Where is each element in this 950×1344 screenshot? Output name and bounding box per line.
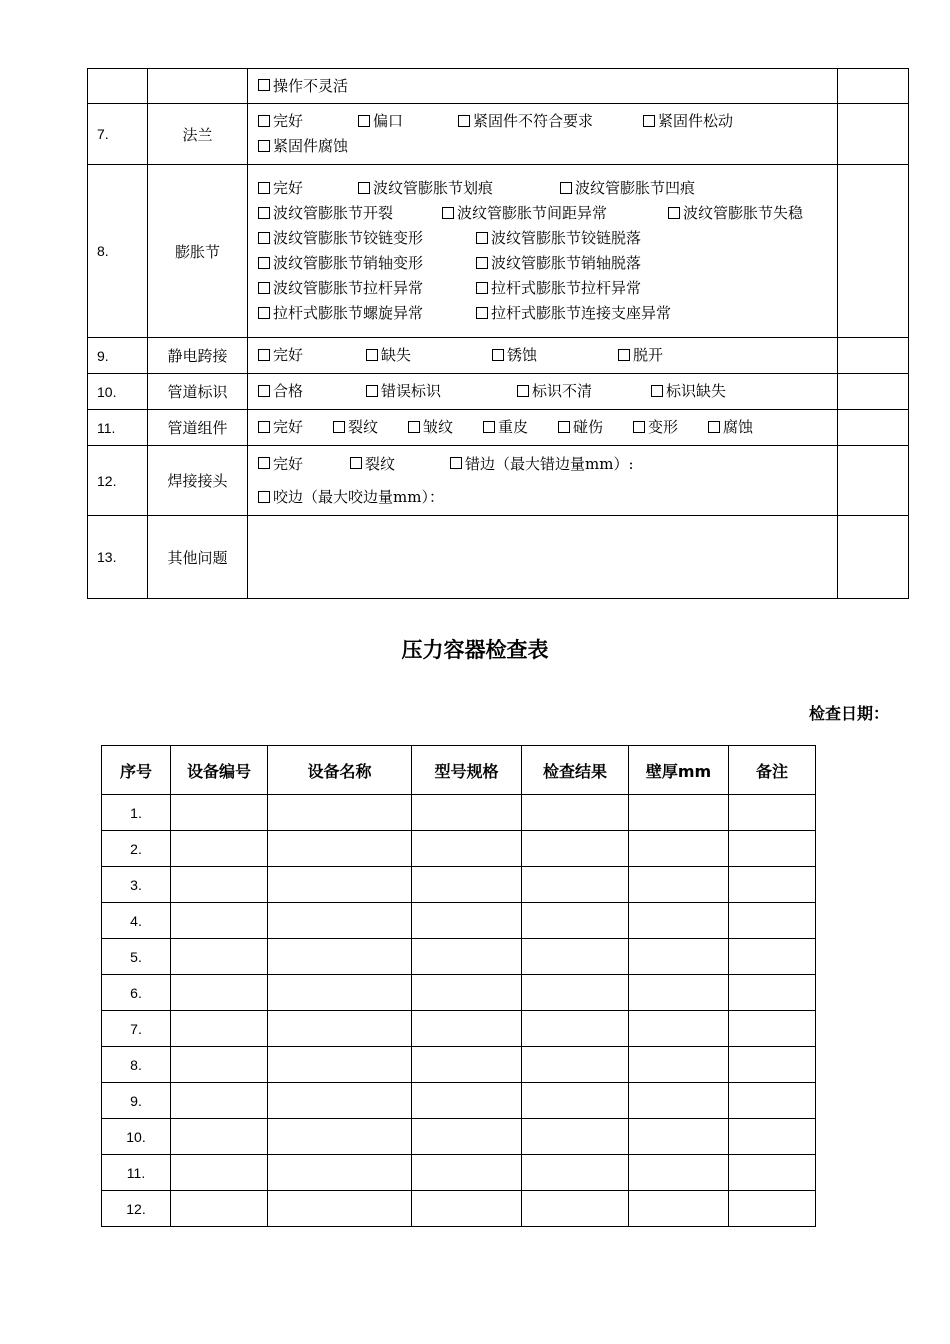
option-label: 缺失 (381, 346, 412, 364)
table-cell[interactable] (412, 939, 522, 975)
option-label: 裂纹 (365, 455, 396, 473)
column-header: 壁厚mm (629, 746, 729, 795)
option-label: 锈蚀 (507, 346, 538, 364)
table-cell[interactable] (729, 1155, 816, 1191)
table-cell[interactable] (268, 1083, 412, 1119)
table-cell[interactable] (268, 795, 412, 831)
table-cell[interactable] (729, 1047, 816, 1083)
table-cell[interactable] (629, 903, 729, 939)
table-cell[interactable] (171, 975, 268, 1011)
item-name: 静电跨接 (148, 338, 248, 374)
table-cell[interactable] (268, 1011, 412, 1047)
option-label: 波纹管膨胀节销轴变形 (273, 254, 424, 272)
table-cell[interactable] (171, 795, 268, 831)
table-cell[interactable] (412, 903, 522, 939)
item-name: 法兰 (148, 104, 248, 165)
option-label: 错误标识 (381, 382, 442, 400)
table-cell[interactable] (268, 1047, 412, 1083)
table-cell[interactable] (729, 939, 816, 975)
checkbox[interactable] (258, 307, 270, 319)
item-name: 焊接接头 (148, 446, 248, 516)
table-cell[interactable] (729, 975, 816, 1011)
table-cell[interactable] (412, 1047, 522, 1083)
table-cell[interactable] (629, 1011, 729, 1047)
option-label: 波纹管膨胀节失稳 (683, 204, 804, 222)
option-label: 紧固件不符合要求 (473, 112, 594, 130)
table-cell[interactable] (629, 1047, 729, 1083)
column-header: 型号规格 (412, 746, 522, 795)
option-label: 偏口 (373, 112, 404, 130)
table-cell[interactable] (522, 1047, 629, 1083)
table-cell[interactable] (522, 903, 629, 939)
table-cell[interactable] (268, 831, 412, 867)
table-cell[interactable] (412, 867, 522, 903)
table-cell[interactable] (171, 903, 268, 939)
option-label: 波纹管膨胀节凹痕 (575, 179, 696, 197)
table-cell[interactable] (522, 831, 629, 867)
table-row (88, 410, 909, 446)
table-cell[interactable] (412, 1155, 522, 1191)
item-name: 其他问题 (148, 516, 248, 599)
table-cell[interactable] (171, 1011, 268, 1047)
item-name: 膨胀节 (148, 165, 248, 338)
checkbox[interactable] (366, 349, 378, 361)
table-cell[interactable] (412, 975, 522, 1011)
option-label: 紧固件腐蚀 (273, 137, 349, 155)
table-cell[interactable] (629, 939, 729, 975)
table-cell[interactable] (522, 1083, 629, 1119)
table-cell[interactable] (522, 975, 629, 1011)
table-row (102, 1047, 816, 1083)
option-label: 波纹管膨胀节销轴脱落 (491, 254, 642, 272)
row-number: 12. (88, 446, 148, 516)
option-label: 波纹管膨胀节划痕 (373, 179, 494, 197)
item-name: 管道组件 (148, 410, 248, 446)
checkbox[interactable] (476, 307, 488, 319)
table-cell[interactable] (629, 1083, 729, 1119)
checkbox[interactable] (366, 385, 378, 397)
row-number: 9. (102, 1083, 171, 1119)
table-row (88, 69, 909, 104)
option-label: 完好 (273, 112, 304, 130)
checkbox[interactable] (258, 115, 270, 127)
table-row (88, 516, 909, 599)
remark-cell (838, 338, 909, 374)
option-label: 合格 (273, 382, 304, 400)
table-row (102, 831, 816, 867)
checkbox[interactable] (258, 79, 270, 91)
table-cell[interactable] (268, 975, 412, 1011)
table-cell[interactable] (629, 831, 729, 867)
table-cell[interactable] (171, 1155, 268, 1191)
option-label: 拉杆式膨胀节螺旋异常 (273, 304, 424, 322)
table-cell[interactable] (412, 1083, 522, 1119)
other-issues-field[interactable] (248, 516, 838, 599)
pressure-vessel-table (101, 745, 816, 1227)
row-number: 8. (102, 1047, 171, 1083)
remark-cell (838, 410, 909, 446)
table-row (102, 1083, 816, 1119)
table-row (88, 165, 909, 338)
table-row (102, 903, 816, 939)
table-cell[interactable] (171, 939, 268, 975)
table-cell[interactable] (171, 1083, 268, 1119)
column-header: 备注 (729, 746, 816, 795)
pipeline-inspection-table (87, 68, 909, 599)
table-cell[interactable] (629, 1191, 729, 1227)
table-cell[interactable] (171, 867, 268, 903)
checkbox[interactable] (450, 457, 462, 469)
checkbox[interactable] (483, 421, 495, 433)
table-cell[interactable] (729, 795, 816, 831)
remark-cell (838, 446, 909, 516)
checkbox[interactable] (258, 257, 270, 269)
option-label: 波纹管膨胀节间距异常 (457, 204, 608, 222)
checkbox[interactable] (258, 207, 270, 219)
table-cell[interactable] (729, 1011, 816, 1047)
option-label: 皱纹 (423, 418, 454, 436)
option-label: 碰伤 (573, 418, 604, 436)
checkbox[interactable] (258, 349, 270, 361)
option-label: 拉杆式膨胀节连接支座异常 (491, 304, 672, 322)
checkbox[interactable] (633, 421, 645, 433)
table-row (102, 1155, 816, 1191)
option-label: 腐蚀 (723, 418, 754, 436)
row-number: 6. (102, 975, 171, 1011)
table-cell[interactable] (268, 1155, 412, 1191)
table-cell[interactable] (268, 1119, 412, 1155)
checkbox[interactable] (258, 385, 270, 397)
option-label: 波纹管膨胀节开裂 (273, 204, 394, 222)
table-cell[interactable] (171, 831, 268, 867)
option-label: 紧固件松动 (658, 112, 734, 130)
checkbox[interactable] (258, 140, 270, 152)
table-cell[interactable] (268, 903, 412, 939)
table-cell[interactable] (522, 867, 629, 903)
remark-cell (838, 104, 909, 165)
checkbox[interactable] (492, 349, 504, 361)
table-row (88, 374, 909, 410)
option-label: 脱开 (633, 346, 664, 364)
option-label: 错边（最大错边量mm）: (465, 455, 634, 473)
option-label: 标识不清 (532, 382, 593, 400)
row-number: 8. (88, 165, 148, 338)
table-cell[interactable] (268, 867, 412, 903)
checkbox[interactable] (258, 282, 270, 294)
row-number: 7. (88, 104, 148, 165)
table-row (88, 446, 909, 516)
checkbox[interactable] (258, 491, 270, 503)
row-number: 9. (88, 338, 148, 374)
column-header: 设备编号 (171, 746, 268, 795)
item-name: 管道标识 (148, 374, 248, 410)
row-number: 7. (102, 1011, 171, 1047)
checkbox[interactable] (258, 182, 270, 194)
table-cell[interactable] (629, 1155, 729, 1191)
checkbox[interactable] (258, 421, 270, 433)
checkbox[interactable] (350, 457, 362, 469)
row-number: 5. (102, 939, 171, 975)
remark-cell (838, 516, 909, 599)
row-number: 10. (88, 374, 148, 410)
table-row (102, 939, 816, 975)
table-row (102, 975, 816, 1011)
table-cell[interactable] (412, 1119, 522, 1155)
table-row (102, 1191, 816, 1227)
item-name (148, 69, 248, 104)
table-cell[interactable] (522, 1011, 629, 1047)
checkbox[interactable] (258, 457, 270, 469)
option-label: 拉杆式膨胀节拉杆异常 (491, 279, 642, 297)
table-cell[interactable] (629, 795, 729, 831)
table-cell[interactable] (629, 1119, 729, 1155)
table-row (102, 867, 816, 903)
option-label: 标识缺失 (666, 382, 727, 400)
option-label: 裂纹 (348, 418, 379, 436)
checkbox[interactable] (442, 207, 454, 219)
remark-cell (838, 165, 909, 338)
checkbox[interactable] (708, 421, 720, 433)
checkbox[interactable] (458, 115, 470, 127)
table-row (102, 795, 816, 831)
checkbox[interactable] (560, 182, 572, 194)
table-cell[interactable] (729, 1083, 816, 1119)
row-number: 13. (88, 516, 148, 599)
table-header-row (102, 746, 816, 795)
option-label: 完好 (273, 179, 304, 197)
row-number: 3. (102, 867, 171, 903)
table-cell[interactable] (629, 867, 729, 903)
table-cell[interactable] (729, 903, 816, 939)
remark-cell (838, 69, 909, 104)
option-label: 完好 (273, 418, 304, 436)
option-label: 操作不灵活 (273, 76, 349, 95)
checkbox[interactable] (258, 232, 270, 244)
table-cell[interactable] (412, 1011, 522, 1047)
option-label: 波纹管膨胀节拉杆异常 (273, 279, 424, 297)
table-row (88, 338, 909, 374)
option-label: 变形 (648, 418, 679, 436)
table-row (102, 1011, 816, 1047)
column-header: 序号 (102, 746, 171, 795)
table-cell[interactable] (522, 1155, 629, 1191)
table-cell[interactable] (268, 1191, 412, 1227)
inspection-date-label: 检查日期： (808, 704, 889, 723)
row-number: 11. (88, 410, 148, 446)
option-label: 咬边（最大咬边量mm）： (273, 488, 444, 506)
checkbox[interactable] (618, 349, 630, 361)
row-number: 4. (102, 903, 171, 939)
table-cell[interactable] (171, 1047, 268, 1083)
option-label: 波纹管膨胀节铰链脱落 (491, 229, 642, 247)
row-number: 11. (102, 1155, 171, 1191)
checkbox[interactable] (476, 232, 488, 244)
checkbox[interactable] (333, 421, 345, 433)
option-label: 波纹管膨胀节铰链变形 (273, 229, 424, 247)
option-label: 重皮 (498, 418, 529, 436)
page-title: 压力容器检查表 (401, 638, 549, 662)
checkbox[interactable] (643, 115, 655, 127)
checkbox[interactable] (358, 115, 370, 127)
table-cell[interactable] (729, 867, 816, 903)
table-cell[interactable] (412, 1191, 522, 1227)
checkbox[interactable] (558, 421, 570, 433)
checkbox[interactable] (476, 257, 488, 269)
row-number: 1. (102, 795, 171, 831)
table-cell[interactable] (729, 1119, 816, 1155)
table-cell[interactable] (629, 975, 729, 1011)
column-header: 设备名称 (268, 746, 412, 795)
row-number: 2. (102, 831, 171, 867)
checkbox[interactable] (408, 421, 420, 433)
option-label: 完好 (273, 346, 304, 364)
row-number: 10. (102, 1119, 171, 1155)
row-number: 12. (102, 1191, 171, 1227)
table-cell[interactable] (729, 1191, 816, 1227)
table-cell[interactable] (522, 1191, 629, 1227)
table-cell[interactable] (412, 831, 522, 867)
table-cell[interactable] (171, 1119, 268, 1155)
checkbox[interactable] (651, 385, 663, 397)
checkbox[interactable] (358, 182, 370, 194)
table-cell[interactable] (522, 939, 629, 975)
table-cell[interactable] (412, 795, 522, 831)
table-cell[interactable] (522, 1119, 629, 1155)
table-cell[interactable] (729, 831, 816, 867)
checkbox[interactable] (517, 385, 529, 397)
table-cell[interactable] (171, 1191, 268, 1227)
row-number (88, 69, 148, 104)
column-header: 检查结果 (522, 746, 629, 795)
checkbox[interactable] (668, 207, 680, 219)
table-cell[interactable] (268, 939, 412, 975)
checkbox[interactable] (476, 282, 488, 294)
table-row (102, 1119, 816, 1155)
table-cell[interactable] (522, 795, 629, 831)
remark-cell (838, 374, 909, 410)
table-row (88, 104, 909, 165)
option-label: 完好 (273, 455, 304, 473)
